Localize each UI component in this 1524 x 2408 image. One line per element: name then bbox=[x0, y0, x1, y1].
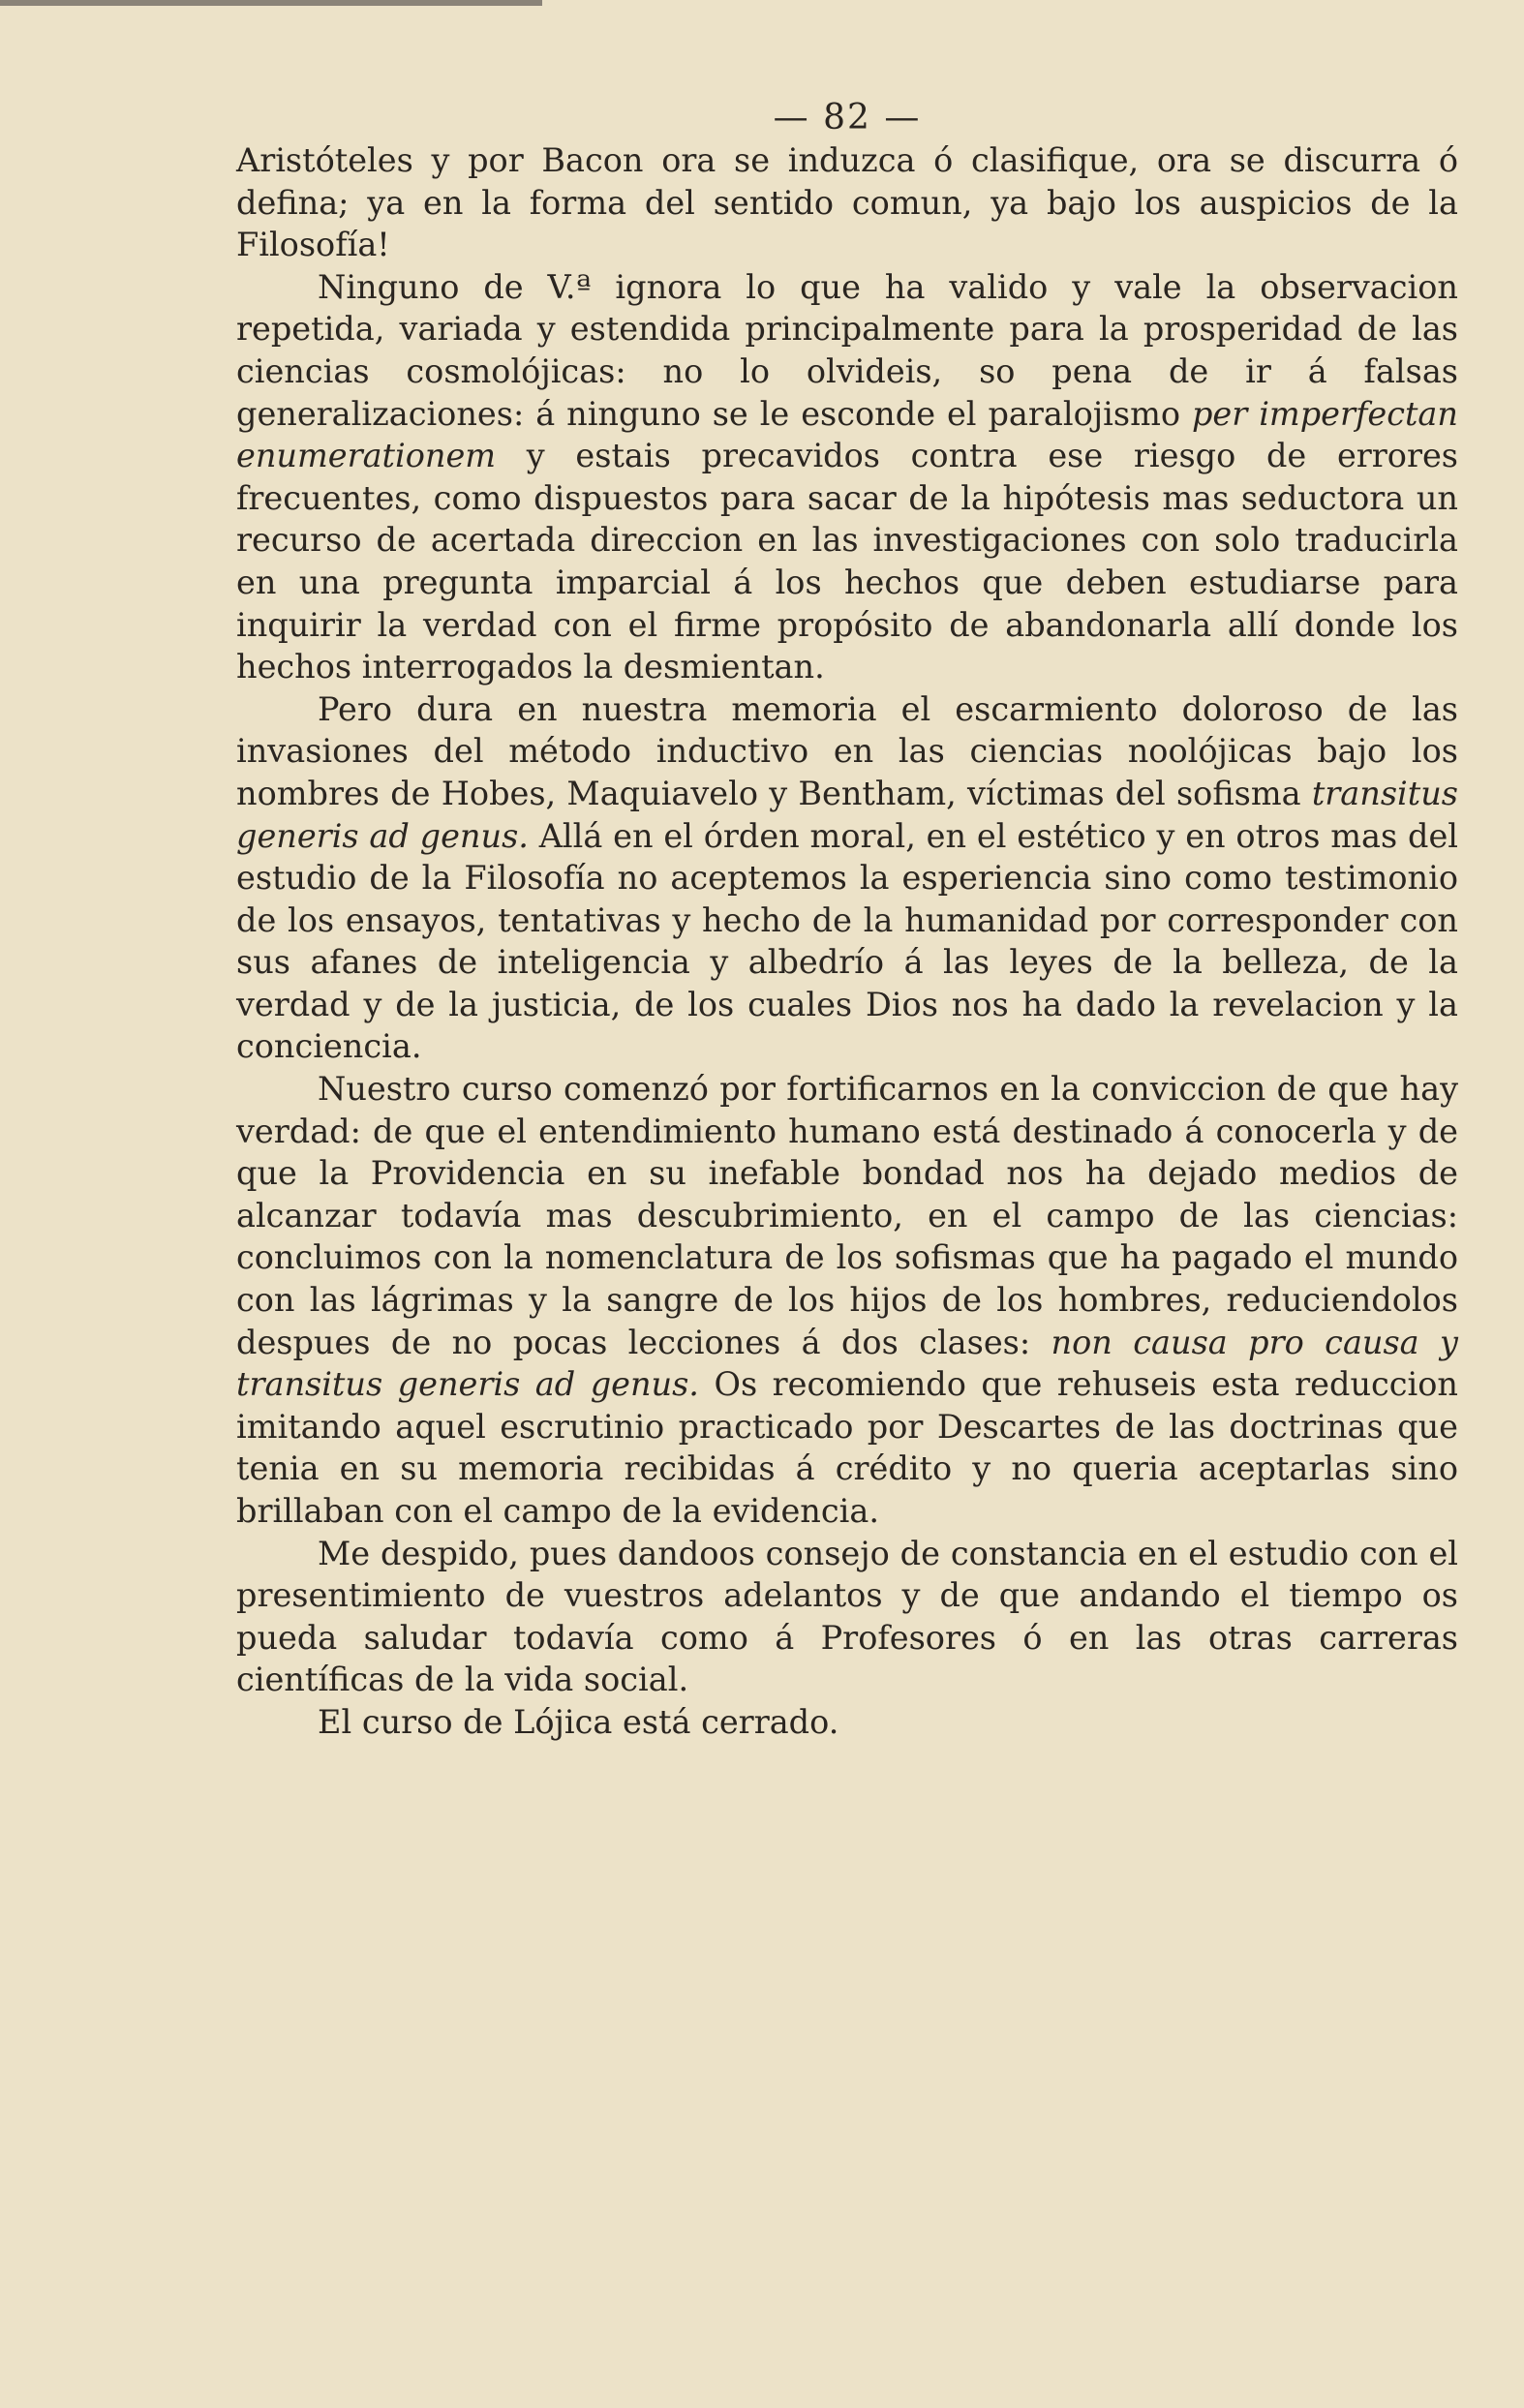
paragraph-text: Pero dura en nuestra memoria el escarmiento doloroso de las invasiones del método inductivo en las ciencias noolójicas bajo los nombres de Hobes, Maquiavelo y Bentham, víctimas del sofisma bbox=[236, 689, 1458, 812]
page-number: — 82 — bbox=[773, 98, 922, 137]
paragraph-3 bbox=[236, 688, 1458, 1068]
closing-line: El curso de Lójica está cerrado. bbox=[318, 1702, 839, 1741]
paragraph-1 bbox=[236, 139, 1458, 266]
scan-edge bbox=[0, 0, 542, 6]
paragraph-text: Os recomiendo que rehuseis esta reduccion imitando aquel escrutinio practicado por Descartes de las doctrinas que tenia en su memoria recibidas á crédito y no queria aceptarlas sino brillaban con el campo de la evidencia. bbox=[236, 1365, 1458, 1530]
paragraph-text: y estais precavidos contra ese riesgo de errores frecuentes, como dispuestos para sacar de la hipótesis mas seductora un recurso de acertada direccion en las investigaciones con solo traducirla en una pregunta imparcial á los hechos que deben estudiarse para inquirir la verdad con el firme propósito de abandonarla allí donde los hechos interrogados la desmientan. bbox=[236, 437, 1458, 686]
paragraph-text: Nuestro curso comenzó por fortificarnos en la conviccion de que hay verdad: de que el entendimiento humano está destinado á conocerla y de que la Providencia en su inefable bondad nos ha dejado medios de alcanzar todavía mas descubrimiento, en el campo de las ciencias: concluimos con la nomenclatura de los sofismas que ha pagado el mundo con las lágrimas y la sangre de los hijos de los hombres, reduciendolos despues de no pocas lecciones á dos clases: bbox=[236, 1070, 1458, 1361]
paragraph-text: Me despido, pues dandoos consejo de constancia en el estudio con el presentimiento de vuestros adelantos y de que andando el tiempo os pueda saludar todavía como á Profesores ó en las otras carreras científicas de la vida social. bbox=[236, 1534, 1458, 1699]
paragraph-text: Allá en el órden moral, en el estético y en otros mas del estudio de la Filosofía no aceptemos la esperiencia sino como testimonio de los ensayos, tentativas y hecho de la humanidad por corresponder con sus afanes de inteligencia y albedrío á las leyes de la belleza, de la verdad y de la justicia, de los cuales Dios nos ha dado la revelacion y la conciencia. bbox=[236, 816, 1458, 1066]
paragraph-text: Aristóteles y por Bacon ora se induzca ó clasifique, ora se discurra ó defina; ya en la forma del sentido comun, ya bajo los auspicios de la Filosofía! bbox=[236, 141, 1458, 264]
body-text bbox=[236, 139, 1458, 1744]
paragraph-2 bbox=[236, 266, 1458, 688]
paragraph-5 bbox=[236, 1533, 1458, 1701]
latin-phrase: non causa pro causa y transitus generis ad genus. bbox=[236, 1323, 1458, 1404]
paragraph-4 bbox=[236, 1068, 1458, 1533]
document-page bbox=[236, 97, 1458, 1744]
latin-phrase: transitus generis ad genus. bbox=[236, 774, 1458, 855]
latin-phrase: per imperfectan enumerationem bbox=[236, 394, 1458, 475]
paragraph-text: Ninguno de V.ª ignora lo que ha valido y vale la observacion repetida, variada y estendida principalmente para la prosperidad de las ciencias cosmolójicas: no lo olvideis, so pena de ir á falsas generalizaciones: á ninguno se le esconde el paralojismo bbox=[236, 267, 1458, 433]
